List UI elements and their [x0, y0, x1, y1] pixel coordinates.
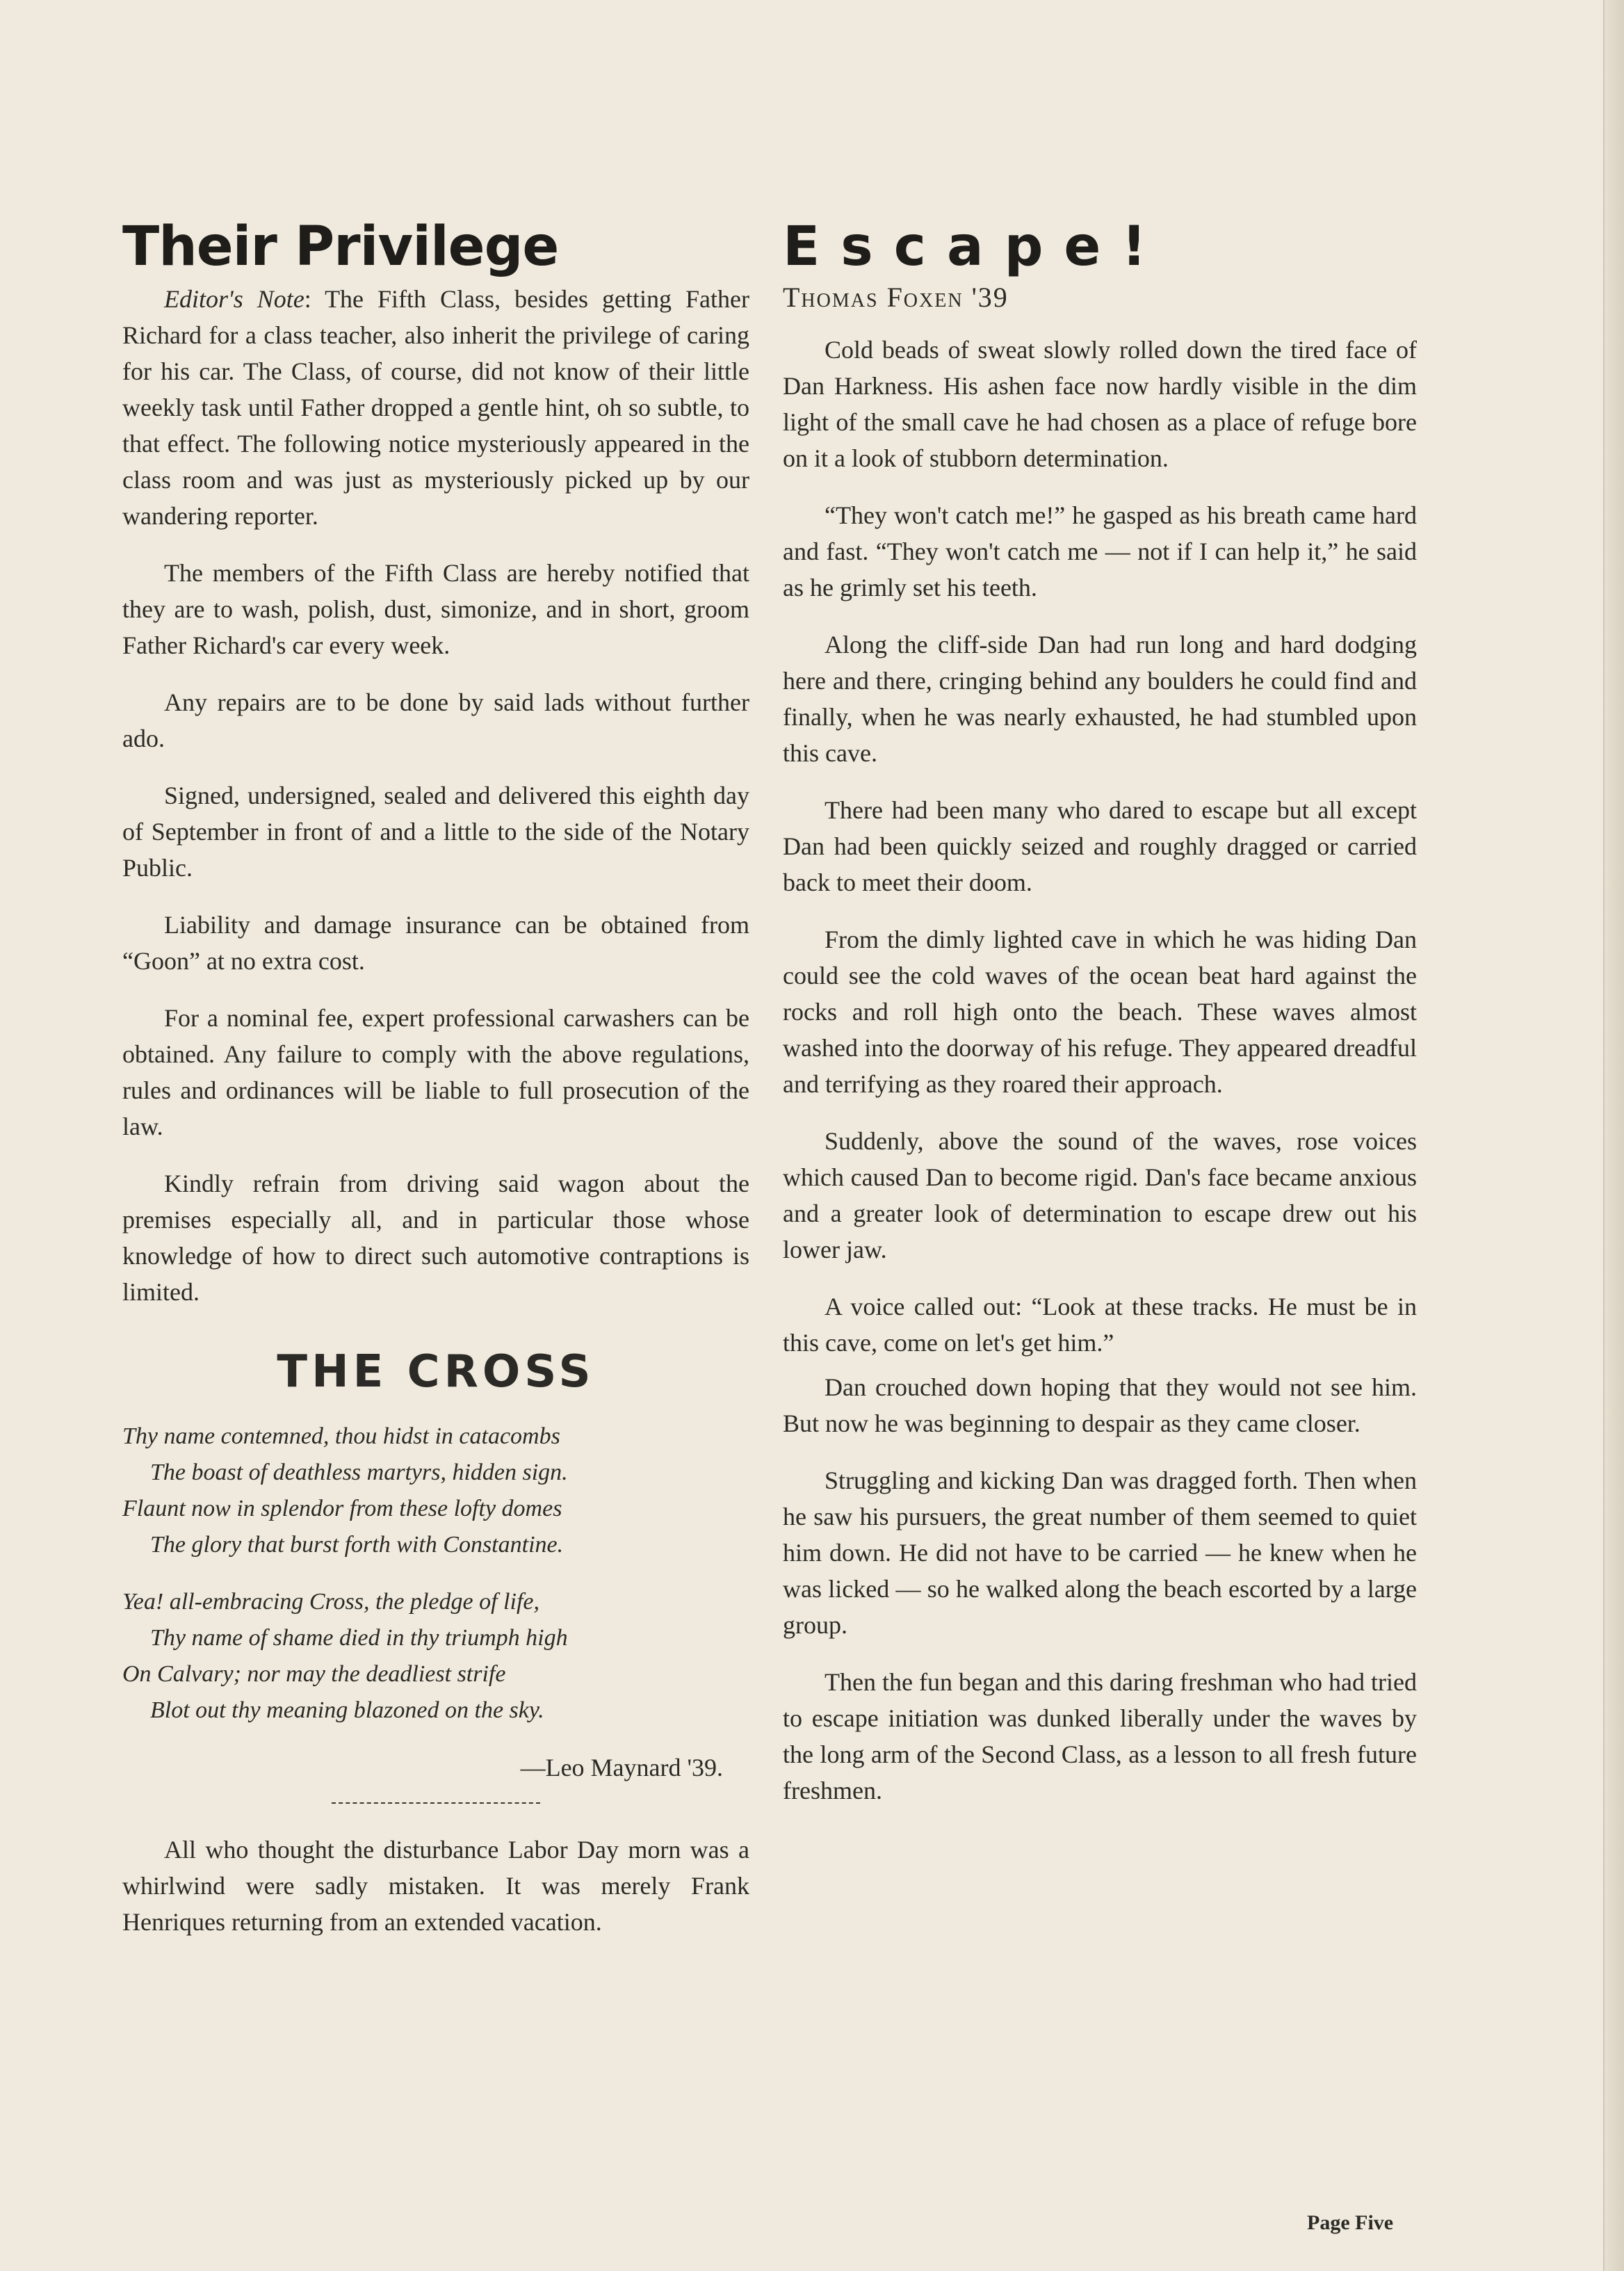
story-paragraph: Cold beads of sweat slowly rolled down the tired face of Dan Harkness. His ashen face now hardly visible in the dim light of the small cave he had chosen as a place of refuge bore on it a look of stubborn determination. — [783, 336, 1417, 472]
story-paragraph: From the dimly lighted cave in which he was hiding Dan could see the cold waves of the ocean beat hard against the rocks and roll high onto the beach. These waves almost washed into the doorway of his refuge. They appeared dreadful and terrifying as they roared their approach. — [783, 926, 1417, 1098]
poem-stanza — [122, 1419, 749, 1563]
closing-paragraph: All who thought the disturbance Labor Day morn was a whirlwind were sadly mistaken. It was merely Frank Henriques returning from an extended vacation. — [122, 1836, 749, 1936]
right-column — [783, 209, 1417, 1829]
cross-poem — [122, 1419, 749, 1729]
notice-paragraph: For a nominal fee, expert professional carwashers can be obtained. Any failure to comply with the above regulations, rules and ordinances will be liable to full prosecution of the law. — [122, 1004, 749, 1140]
story-paragraph: “They won't catch me!” he gasped as his breath came hard and fast. “They won't catch me — not if I can help it,” he said as he grimly set his teeth. — [783, 501, 1417, 601]
poem-line: The glory that burst forth with Constantine. — [150, 1532, 564, 1558]
poem-line: On Calvary; nor may the deadliest strife — [122, 1661, 506, 1687]
story-paragraph: Struggling and kicking Dan was dragged forth. Then when he saw his pursuers, the great number of them seemed to quiet him down. He did not have to be carried — he knew when he was licked — so he walked along the beach escorted by a large group. — [783, 1466, 1417, 1639]
poem-line: Blot out thy meaning blazoned on the sky. — [150, 1697, 544, 1723]
escape-title: Escape! — [783, 216, 1167, 278]
notice-paragraph: Any repairs are to be done by said lads without further ado. — [122, 688, 749, 752]
story-paragraph: There had been many who dared to escape but all except Dan had been quickly seized and roughly dragged or carried back to meet their doom. — [783, 796, 1417, 896]
editors-note-text: : The Fifth Class, besides getting Father Richard for a class teacher, also inherit the privilege of caring for his car. The Class, of course, did not know of their little weekly task until Father dropped a gentle hint, oh so subtle, to that effect. The following notice mysteriously appeared in the class room and was just as mysteriously picked up by our wandering reporter. — [122, 285, 749, 530]
poem-line: The boast of deathless martyrs, hidden sign. — [150, 1460, 568, 1485]
notice-paragraph: Kindly refrain from driving said wagon about the premises especially all, and in particular those whose knowledge of how to direct such automotive contraptions is limited. — [122, 1170, 749, 1306]
left-column — [122, 209, 749, 1961]
story-paragraph: Dan crouched down hoping that they would not see him. But now he was beginning to despair as they came closer. — [783, 1373, 1417, 1437]
section-divider — [332, 1802, 540, 1804]
notice-paragraph: The members of the Fifth Class are hereby notified that they are to wash, polish, dust, simonize, and in short, groom Father Richard's car every week. — [122, 559, 749, 659]
story-byline: Thomas Foxen '39 — [783, 282, 1009, 313]
page-number: Page Five — [1307, 2211, 1394, 2234]
poem-signature: —Leo Maynard '39. — [520, 1754, 723, 1781]
story-paragraph: A voice called out: “Look at these tracks. He must be in this cave, come on let's get him.” — [783, 1293, 1417, 1357]
story-paragraph: Then the fun began and this daring freshman who had tried to escape initiation was dunked liberally under the waves by the long arm of the Second Class, as a lesson to all fresh future freshmen. — [783, 1668, 1417, 1804]
poem-line: Thy name of shame died in thy triumph high — [150, 1625, 568, 1651]
privilege-title: Their Privilege — [122, 216, 559, 278]
poem-line: Flaunt now in splendor from these lofty domes — [122, 1496, 562, 1521]
page-edge — [1603, 0, 1624, 2271]
poem-stanza — [122, 1584, 749, 1729]
notice-paragraph: Signed, undersigned, sealed and delivered this eighth day of September in front of and a little to the side of the Notary Public. — [122, 782, 749, 882]
poem-line: Yea! all-embracing Cross, the pledge of life, — [122, 1589, 539, 1615]
story-paragraph: Along the cliff-side Dan had run long and hard dodging here and there, cringing behind any boulders he could find and finally, when he was nearly exhausted, he had stumbled upon this cave. — [783, 631, 1417, 767]
cross-title: THE CROSS — [277, 1346, 595, 1398]
editors-note-label: Editor's Note — [164, 285, 304, 313]
editors-note-paragraph — [122, 281, 749, 534]
story-paragraph: Suddenly, above the sound of the waves, rose voices which caused Dan to become rigid. Dan's face became anxious and a greater look of determination to escape drew out his lower jaw. — [783, 1127, 1417, 1263]
poem-line: Thy name contemned, thou hidst in catacombs — [122, 1423, 560, 1449]
notice-paragraph: Liability and damage insurance can be obtained from “Goon” at no extra cost. — [122, 911, 749, 975]
